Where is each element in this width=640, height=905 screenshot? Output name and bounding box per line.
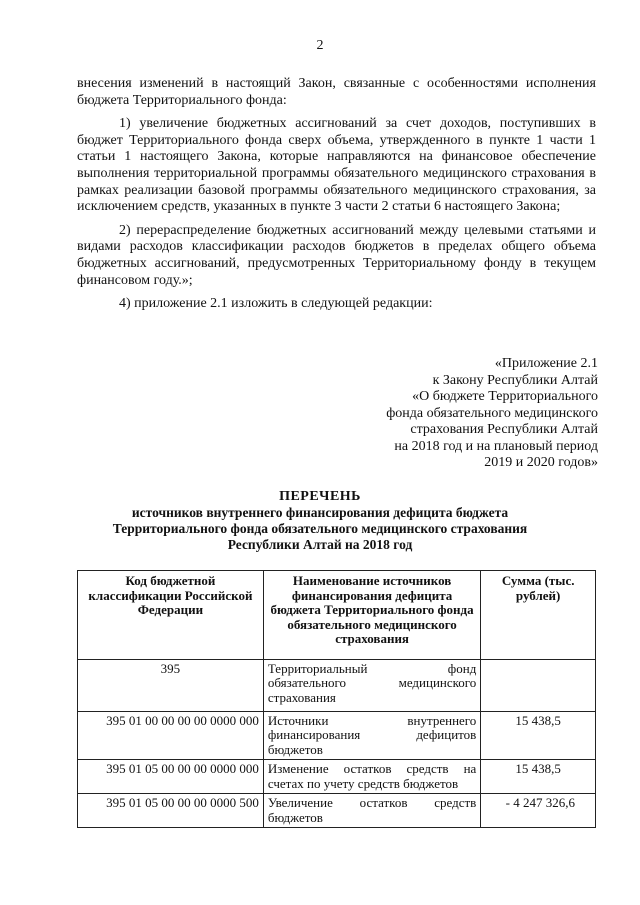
title-line: Республики Алтай на 2018 год [227, 537, 413, 552]
appendix-line: фонда обязательного медицинского [386, 405, 598, 421]
paragraph: 2) перераспределение бюджетных ассигнований между целевыми статьями и видами расходов классификации расходов бюджетов в пределах общего объема бюджетных ассигнований, предусмотренных Территориальному фонду в текущем финансовом году.»; [77, 222, 596, 288]
sources-table [77, 570, 596, 828]
paragraph: 4) приложение 2.1 изложить в следующей редакции: [119, 296, 433, 312]
body-text [77, 76, 596, 320]
cell-name: Источники внутреннего финансирования дефицитов бюджетов [263, 711, 480, 760]
appendix-line: «О бюджете Территориального [412, 389, 598, 404]
table-row [78, 794, 596, 828]
appendix-line: к Закону Республики Алтай [432, 372, 598, 388]
header-code: Код бюджетной классификации Российской Федерации [78, 571, 264, 660]
appendix-line: страхования Республики Алтай [410, 422, 598, 437]
cell-code: 395 01 00 00 00 00 0000 000 [78, 711, 264, 760]
paragraph: внесения изменений в настоящий Закон, связанные с особенностями исполнения бюджета Территориального фонда: [77, 76, 596, 108]
cell-name: Изменение остатков средств на счетах по учету средств бюджетов [263, 760, 480, 794]
cell-code: 395 01 05 00 00 00 0000 000 [78, 760, 264, 794]
cell-name: Территориальный фонд обязательного медицинского страхования [263, 659, 480, 711]
cell-amount: - 4 247 326,6 [481, 794, 596, 828]
table-row [78, 760, 596, 794]
title-line: источников внутреннего финансирования дефицита бюджета [131, 505, 509, 520]
cell-code: 395 01 05 00 00 00 0000 500 [78, 794, 264, 828]
cell-amount [481, 659, 596, 711]
cell-name: Увеличение остатков средств бюджетов [263, 794, 480, 828]
appendix-line: на 2018 год и на плановый период [394, 438, 598, 454]
header-amount: Сумма (тыс. рублей) [481, 571, 596, 660]
appendix-line: 2019 и 2020 годов» [484, 455, 598, 470]
cell-amount: 15 438,5 [481, 711, 596, 760]
appendix-reference [386, 356, 598, 472]
title-heading: ПЕРЕЧЕНЬ [279, 489, 361, 504]
title-line: Территориального фонда обязательного медицинского страхования [112, 521, 528, 536]
appendix-line: «Приложение 2.1 [494, 356, 598, 371]
document-title [40, 489, 600, 553]
table-row [78, 659, 596, 711]
header-name: Наименование источников финансирования дефицита бюджета Территориального фонда обязательного медицинского страхования [263, 571, 480, 660]
table-header-row [78, 571, 596, 660]
table-row [78, 711, 596, 760]
cell-amount: 15 438,5 [481, 760, 596, 794]
paragraph: 1) увеличение бюджетных ассигнований за счет доходов, поступивших в бюджет Территориального фонда сверх объема, утвержденного в пункте 1 части 1 статьи 1 настоящего Закона, которые направляются на финансовое обеспечение выполнения территориальной программы обязательного медицинского страхования в рамках реализации базовой программы обязательного медицинского страхования, за исключением средств, указанных в пункте 3 части 2 статьи 6 настоящего Закона; [77, 116, 596, 215]
page-number: 2 [316, 38, 324, 53]
cell-code: 395 [78, 659, 264, 711]
